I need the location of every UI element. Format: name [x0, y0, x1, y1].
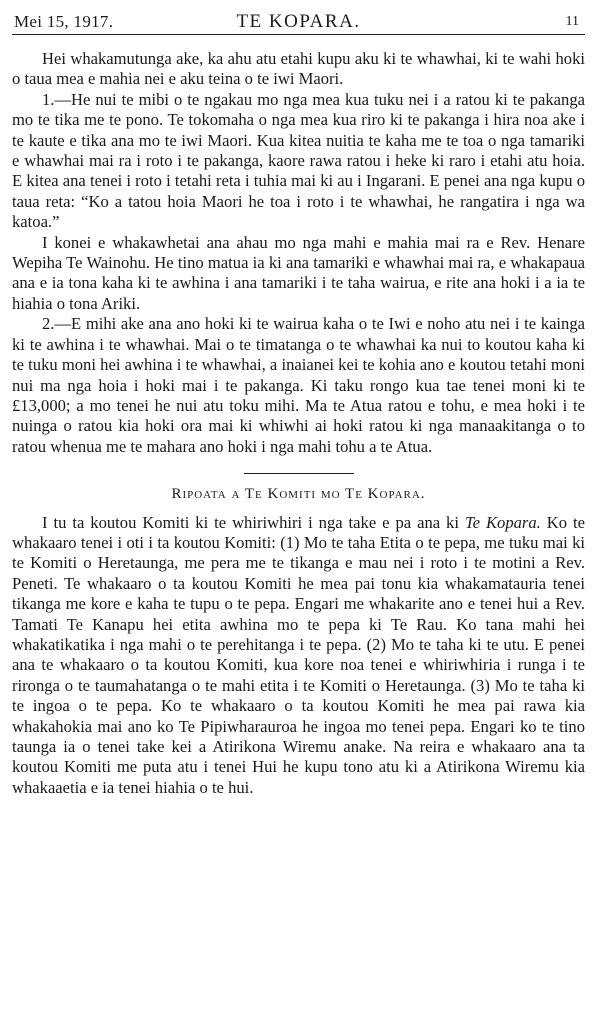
paragraph-point-2: 2.—E mihi ake ana ano hoki ki te wairua kaha o te Iwi e noho atu nei i te kainga ki te awhina i te whawhai. Mai o te timatanga o te whawhai ka nui to koutou kaha ki te tuku moni hei awhina i te whawhai, a inaianei kei te kohia ano e koutou tetahi moni nui ma nga hoia i hoki mai i te pakanga. Ki taku rongo kua tae tenei moni ki te £13,000; a mo tenei he nui atu toku mihi. Ma te Atua ratou e tohu, e mea hoki i te nuinga o ratou kia hoki ora mai ki whiwhi ai hoki ratou ki nga manaakitanga o to ratou whenua me te mahara ano hoki i nga mahi tohu a te Atua. [12, 314, 585, 456]
section-divider [244, 473, 354, 474]
report-text-rest: Ko te whakaaro tenei i oti i ta koutou Komiti: (1) Mo te taha Etita o te pepa, me tuku mai ki te Komiti o Heretaunga, me pera me te tikanga e mau nei i roto i te motini a Rev. Peneti. Te whakaaro o ta koutou Komiti he mea pai tonu kia whakamatauria tenei tikanga me kore e kaha te tupu o te pepa. Engari me whakarite ano e tenei hui a Rev. Tamati Te Kanapu hei etita awhina mo te pepa ki Te Rau. Ko tana mahi hei whakatikatika i nga mahi o te perehitanga i te pepa. (2) Mo te taha ki te utu. E penei ana te whakaaro o ta koutou Komiti, kua kore noa tenei e whiriwhiria i runga i te rironga o te taumahatanga o te mahi etita i te Komiti o Heretaunga. (3) Mo te taha ki te ingoa o te pepa. Ko te whakaaro o ta koutou Komiti he mea pai rawa kia whakahokia mai ano ko Te Pipiwharauroa he ingoa mo tenei pepa. Engari ko te tino taunga ia o tenei take kei a Atirikona Wiremu anake. Na reira e whakaaro ana ta koutou Komiti me puta atu i tenei Hui he kupu tono atu ki a Atirikona Wiremu kia whakaaetia e ia tenei hiahia o te hui. [12, 512, 585, 797]
header-title: TE KOPARA. [236, 11, 361, 32]
report-text-start: I tu ta koutou Komiti ki te whiriwhiri i nga take e pa ana ki [42, 512, 465, 532]
running-header [12, 8, 585, 35]
report-paper-name: Te Kopara. [464, 512, 541, 532]
header-date: Mei 15, 1917. [14, 12, 114, 31]
section-heading: Ripoata a Te Komiti mo Te Kopara. [171, 486, 426, 503]
page-number: 11 [565, 14, 579, 29]
paragraph-intro: Hei whakamutunga ake, ka ahu atu etahi kupu aku ki te whawhai, ki te wahi hoki o taua mea e mahia nei e aku teina o te iwi Maori. [12, 49, 585, 89]
paragraph-report [12, 513, 585, 799]
paragraph-point-1: 1.—He nui te mibi o te ngakau mo nga mea kua tuku nei i a ratou ki te pakanga mo te tika me te pono. Te tokomaha o nga mea kua riro ki te pakanga i hira noa ake i te kaute e tika ana mo te iwi Maori. Kua kitea nuitia te kaha me te toa o nga tamariki e whawhai mai ra i roto i te pakanga, kaore rawa ratou i heke ki raro i etahi atu hoia. E kitea ana tenei i roto i tetahi reta i tuhia mai ki au i Ingarani. E penei ana nga kupu o taua reta: “Ko a tatou hoia Maori he toa i roto i te whawhai, he rangatira i nga wa katoa.” [12, 89, 585, 232]
article-body [12, 49, 585, 798]
paragraph-thanks: I konei e whakawhetai ana ahau mo nga mahi e mahia mai ra e Rev. Henare Wepiha Te Wainohu. He tino matua ia ki ana tamariki e whawhai mai ra, e whakapaua ana e ia tona kaha ki te awhina i ana tamariki i te taha wairua, e rite ana hoki i a ia te hiahia o tona Ariki. [12, 232, 585, 313]
